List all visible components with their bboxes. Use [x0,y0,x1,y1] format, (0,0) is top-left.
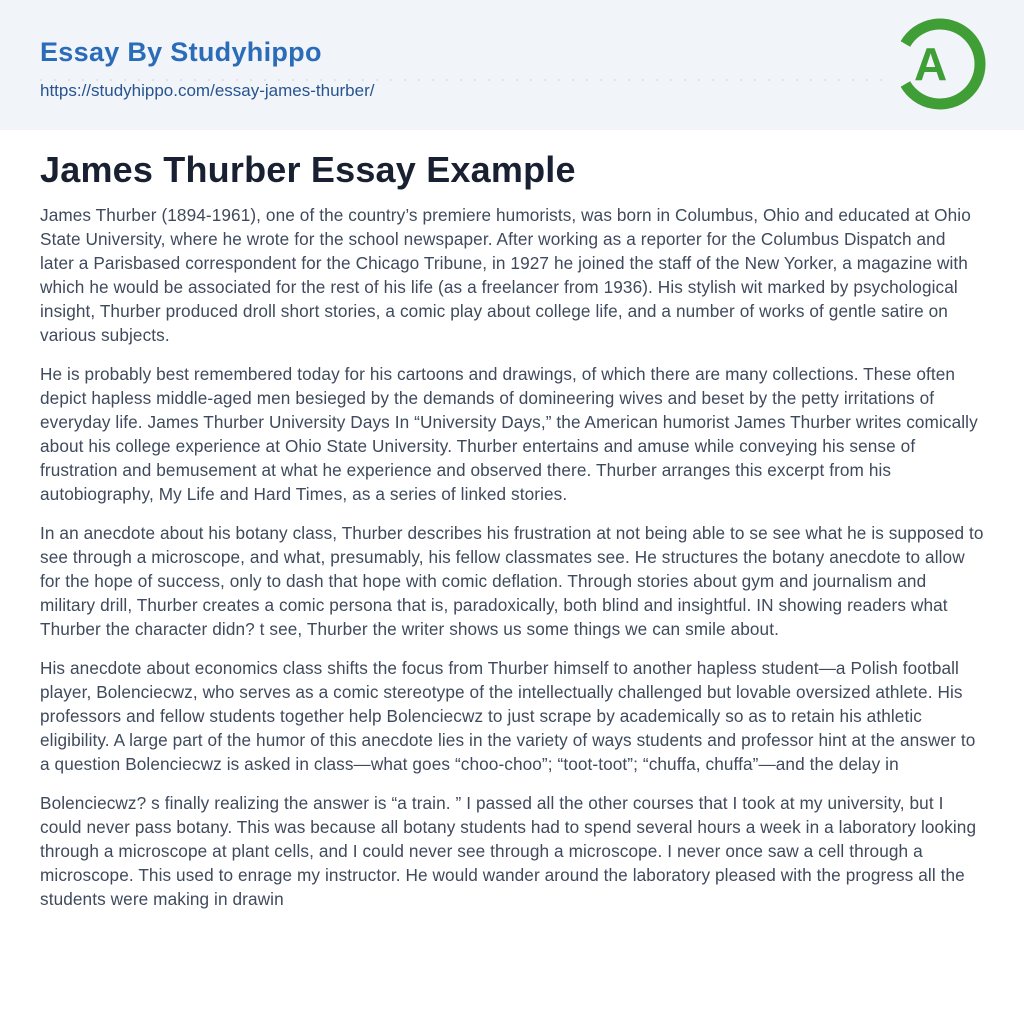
page-header [0,0,1024,130]
article-container [0,130,1024,911]
article-paragraph: Bolenciecwz? s finally realizing the answer is “a train. ” I passed all the other courses that I took at my university, but I could never pass botany. This was because all botany students had to spend several hours a week in a laboratory looking through a microscope at plant cells, and I could never see through a microscope. I never once saw a cell through a microscope. This used to enrage my instructor. He would wander around the laboratory pleased with the progress all the students were making in drawin [40,793,977,909]
article-paragraph: He is probably best remembered today for his cartoons and drawings, of which there are many collections. These often depict hapless middle-aged men besieged by the demands of domineering wives and beset by the petty irritations of everyday life. James Thurber University Days In “University Days,” the American humorist James Thurber writes comically about his college experience at Ohio State University. Thurber entertains and amuse while conveying his sense of frustration and bemusement at what he experience and observed there. Thurber arranges this excerpt from his autobiography, My Life and Hard Times, as a series of linked stories. [40,364,978,504]
studyhippo-logo-icon [892,16,988,112]
dotted-leader-line [40,79,884,81]
article-paragraph: In an anecdote about his botany class, Thurber describes his frustration at not being able to se see what he is supposed to see through a microscope, and what, presumably, his fellow classmates see. He structures the botany anecdote to allow for the hope of success, only to dash that hope with comic deflation. Through stories about gym and journalism and military drill, Thurber creates a comic persona that is, paradoxically, both blind and insightful. IN showing readers what Thurber the character didn? t see, Thurber the writer shows us some things we can smile about. [40,523,984,639]
page-url-link[interactable]: https://studyhippo.com/essay-james-thurber/ [40,80,375,100]
article-body [40,203,984,911]
logo-letter: A [914,38,948,90]
article-title: James Thurber Essay Example [40,149,576,190]
site-title: Essay By Studyhippo [40,37,322,67]
article-paragraph: James Thurber (1894-1961), one of the country’s premiere humorists, was born in Columbus, Ohio and educated at Ohio State University, where he wrote for the school newspaper. After working as a reporter for the Columbus Dispatch and later a Parisbased correspondent for the Chicago Tribune, in 1927 he joined the staff of the New Yorker, a magazine with which he would be associated for the rest of his life (as a freelancer from 1936). His stylish wit marked by psychological insight, Thurber produced droll short stories, a comic play about college life, and a number of works of gentle satire on various subjects. [40,205,971,345]
article-paragraph: His anecdote about economics class shifts the focus from Thurber himself to another hapless student—a Polish football player, Bolenciecwz, who serves as a comic stereotype of the intellectually challenged but lovable oversized athlete. His professors and fellow students together help Bolenciecwz to just scrape by academically so as to retain his athletic eligibility. A large part of the humor of this anecdote lies in the variety of ways students and professor hint at the answer to a question Bolenciecwz is asked in class—what goes “choo-choo”; “toot-toot”; “chuffa, chuffa”—and the delay in [40,658,976,774]
